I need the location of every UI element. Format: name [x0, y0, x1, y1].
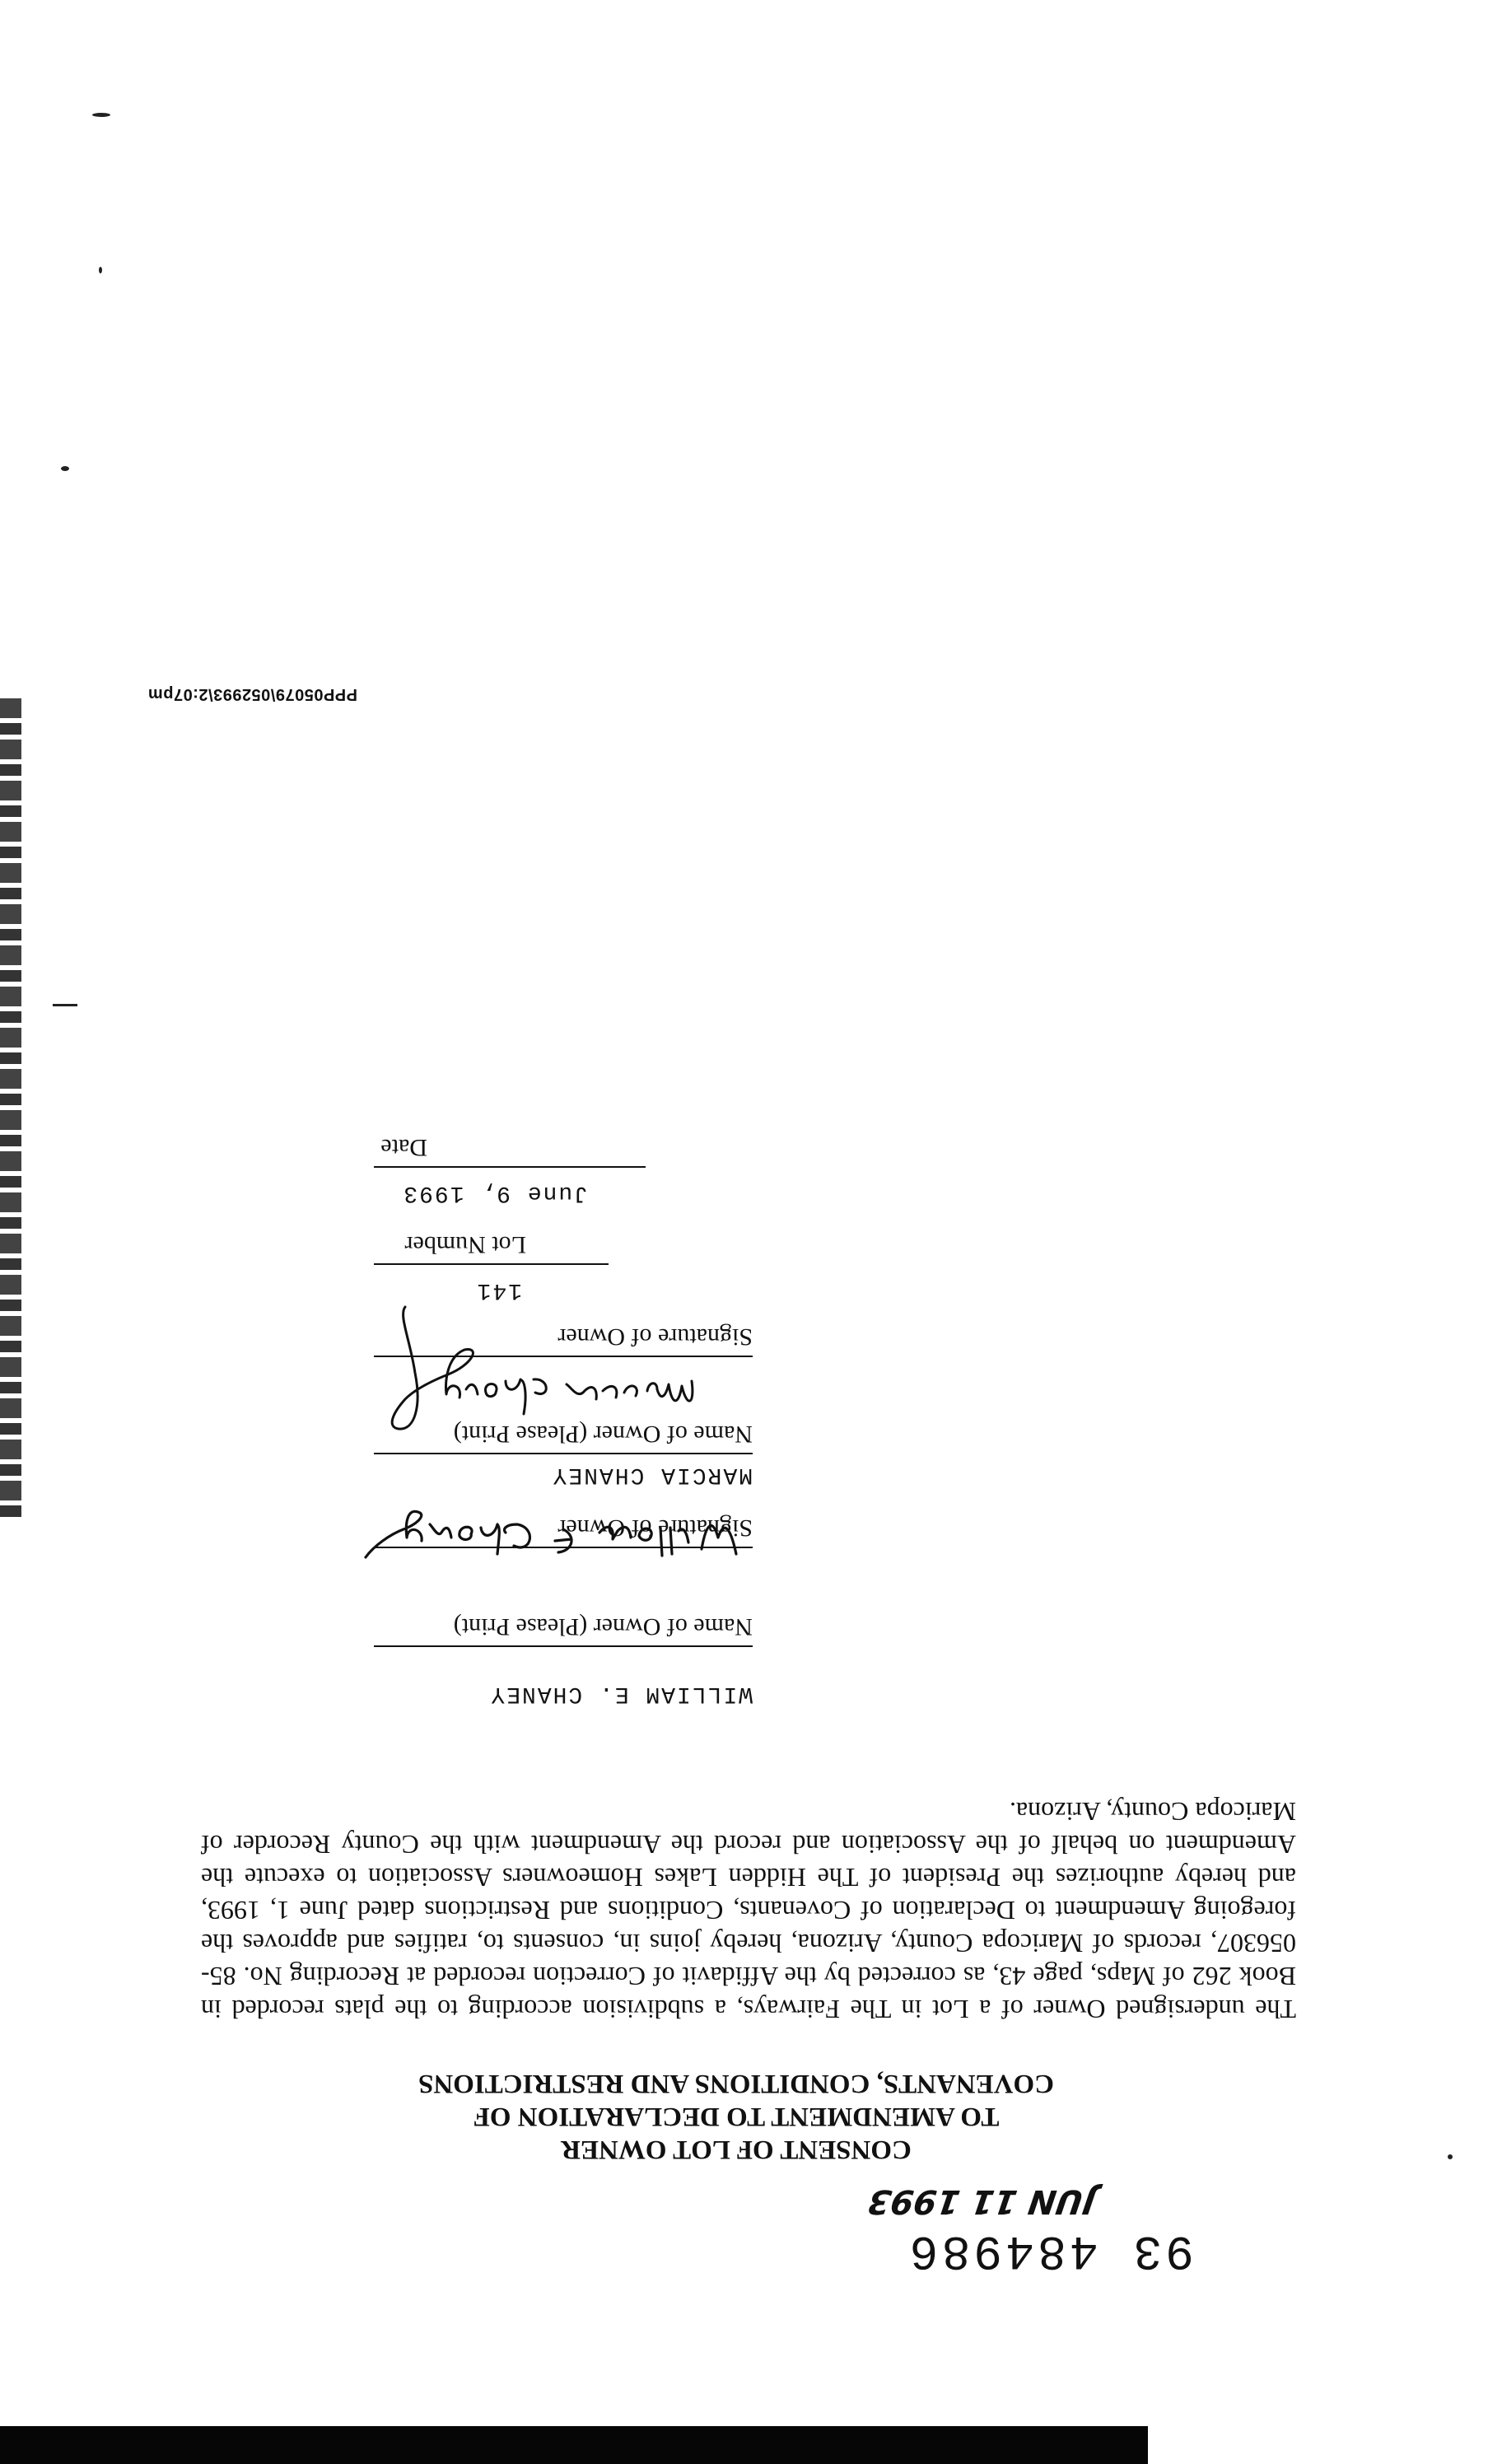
title-line: TO AMENDMENT TO DECLARATION OF [473, 2102, 1000, 2131]
recording-number-stamp: 93 484986 [906, 2223, 1194, 2276]
owner1-name-label: Name of Owner (Please Print) [453, 1613, 753, 1640]
owner1-name-line [374, 1645, 753, 1647]
owner2-name-line [374, 1453, 753, 1454]
recorded-date-stamp: JUN 11 1993 [865, 2182, 1099, 2220]
lot-number-label: Lot Number [404, 1231, 526, 1258]
scan-speck [61, 466, 69, 471]
lot-number-value: 141 [475, 1277, 522, 1303]
owner1-name-value: WILLIAM E. CHANEY [489, 1681, 753, 1706]
owner2-signature-label: Signature of Owner [557, 1323, 753, 1351]
owner1-signature-line [374, 1547, 753, 1548]
owner2-name-label: Name of Owner (Please Print) [453, 1421, 753, 1448]
owner2-signature-line [374, 1356, 753, 1357]
title-line: COVENANTS, CONDITIONS AND RESTRICTIONS [418, 2069, 1055, 2098]
scan-speck [99, 267, 102, 273]
title-line: CONSENT OF LOT OWNER [561, 2135, 912, 2164]
date-label: Date [380, 1134, 427, 1161]
date-line [374, 1166, 646, 1168]
scan-edge-noise [0, 693, 21, 1517]
scan-speck [53, 1004, 77, 1006]
scan-speck [92, 113, 110, 117]
owner1-signature-label: Signature of Owner [557, 1514, 753, 1542]
scan-speck [1448, 2154, 1453, 2159]
consent-paragraph: The undersigned Owner of a Lot in The Fairways, a subdivision according to the plats recorded in Book 262 of Maps, page 43, as corrected by the Affidavit of Correction recorded at Recording No. 85-056307, records of Maricopa County, Arizona, hereby joins in, consents to, ratifies and approves the foregoing Amendment to Declaration of Covenants, Conditions and Restrictions dated June 1, 1993, and hereby authorizes the President of The Hidden Lakes Homeowners Association to execute the Amendment on behalf of the Association and record the Amendment with the County Recorder of Maricopa County, Arizona. [201, 1797, 1296, 2024]
date-value: June 9, 1993 [402, 1180, 588, 1206]
document-reference: PPP05079\052993\2:07pm [147, 685, 357, 703]
owner2-name-value: MARCIA CHANEY [551, 1462, 753, 1487]
scan-edge-notch [1148, 2416, 1502, 2464]
lot-number-line [374, 1263, 609, 1265]
owner2-signature [341, 1299, 711, 1439]
document-title [366, 2067, 1107, 2166]
